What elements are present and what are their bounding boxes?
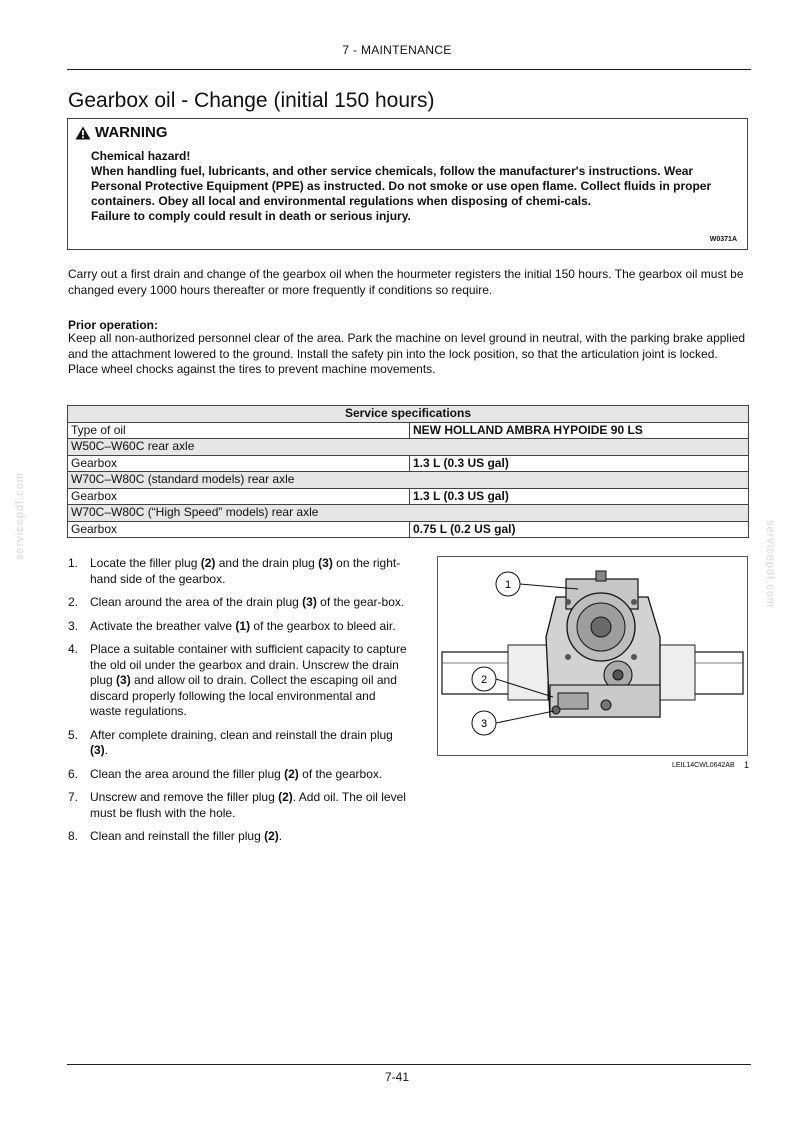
procedure-step — [68, 829, 410, 845]
spec-section-label: W50C–W60C rear axle — [68, 439, 749, 456]
step-number: 2. — [68, 595, 79, 609]
prior-operation-text — [68, 331, 750, 378]
service-spec-table — [67, 405, 749, 538]
warning-heading — [75, 124, 168, 141]
step-text: Place a suitable container with sufficient capacity to capture the old oil under the gearbox and drain. Unscrew the drain plug — [90, 642, 407, 687]
part-reference: (3) — [116, 673, 131, 687]
warning-heading-text: WARNING — [95, 124, 168, 141]
page-number: 7-41 — [384, 1070, 410, 1084]
spec-label: Type of oil — [68, 422, 410, 439]
spec-section-label: W70C–W80C (standard models) rear axle — [68, 472, 749, 489]
step-number: 1. — [68, 556, 79, 570]
part-reference: (1) — [235, 618, 251, 633]
step-text: Unscrew and remove the filler plug — [90, 790, 279, 804]
spec-label: Gearbox — [68, 488, 410, 505]
gearbox-figure — [437, 556, 748, 756]
figure-number: 1 — [744, 760, 750, 770]
step-number: 8. — [68, 829, 79, 843]
part-reference: (2) — [200, 556, 216, 570]
part-reference: (3) — [302, 595, 317, 609]
warning-body — [91, 149, 731, 224]
spec-table-heading: Service specifications — [68, 406, 749, 423]
page-title: Gearbox oil - Change (initial 150 hours) — [68, 89, 435, 112]
step-text: on the right-hand side of the gearbox. — [90, 556, 401, 586]
step-text: . — [278, 829, 283, 843]
step-text: and allow oil to drain. Collect the escaping oil and discard properly following the local environmental and waste regulations. — [90, 673, 397, 718]
prior-operation-text-2: Place wheel chocks against the tires to prevent machine movements. — [68, 362, 436, 376]
part-reference: (2) — [278, 790, 293, 804]
spec-section-row — [68, 505, 749, 522]
warning-line-instructions: When handling fuel, lubricants, and other service chemicals, follow the manufacturer's instructions. Wear Personal Protective Equipment (PPE) as instructed. Do not smoke or use open flame. Collect fluids in proper containers. Obey all local and environmental regulations when disposing of chemi-cals. — [91, 164, 712, 208]
callout-label-2: 2 — [480, 674, 488, 686]
step-text: of the gearbox to bleed air. — [250, 618, 396, 633]
gearbox-illustration — [438, 557, 747, 755]
step-text: of the gear-box. — [316, 595, 405, 609]
step-text: Activate the breather valve — [90, 618, 236, 633]
part-reference: (2) — [264, 829, 279, 843]
watermark-left: servicepdf.com — [14, 472, 26, 560]
spec-table-header-row — [68, 406, 749, 423]
step-text: and the drain plug — [215, 556, 319, 570]
procedure-step — [68, 595, 410, 611]
part-reference: (3) — [90, 743, 105, 757]
step-number: 7. — [68, 790, 79, 804]
step-text: Locate the filler plug — [90, 556, 201, 570]
step-text: . — [104, 743, 109, 757]
procedure-step — [68, 728, 410, 759]
warning-box — [67, 118, 748, 250]
procedure-step — [68, 619, 410, 635]
prior-operation-text-1: Keep all non-authorized personnel clear of the area. Park the machine on level ground in neutral, with the parking brake applied and the attachment lowered to the ground. Install the safety pin into the lock position, so that the articulation joint is locked. — [68, 331, 746, 361]
header-rule — [67, 69, 751, 70]
step-number: 4. — [68, 642, 79, 656]
footer-rule — [67, 1064, 751, 1065]
spec-row-gearbox — [68, 521, 749, 538]
watermark-right: servicepdf.com — [764, 520, 776, 608]
procedure-step — [68, 790, 410, 821]
warning-triangle-icon — [75, 126, 91, 140]
step-text: Clean and reinstall the filler plug — [90, 829, 265, 843]
warning-line-consequence: Failure to comply could result in death or serious injury. — [91, 209, 411, 223]
procedure-step — [68, 642, 410, 720]
spec-section-row — [68, 439, 749, 456]
step-text: of the gearbox. — [298, 766, 383, 781]
step-text: Clean the area around the filler plug — [90, 766, 285, 781]
step-text: After complete draining, clean and reinstall the drain plug — [90, 727, 393, 742]
spec-row-gearbox — [68, 488, 749, 505]
spec-section-label: W70C–W80C (“High Speed” models) rear axle — [68, 505, 749, 522]
callout-label-3: 3 — [480, 718, 488, 730]
spec-value: 1.3 L (0.3 US gal) — [410, 455, 749, 472]
spec-label: Gearbox — [68, 455, 410, 472]
spec-value: 0.75 L (0.2 US gal) — [410, 521, 749, 538]
callout-label-1: 1 — [504, 579, 512, 591]
figure-caption: LEIL14CWL0642AB — [672, 762, 735, 769]
spec-section-row — [68, 472, 749, 489]
part-reference: (2) — [284, 766, 299, 781]
prior-operation-title: Prior operation: — [68, 318, 159, 332]
page-header: 7 - MAINTENANCE — [342, 43, 452, 57]
spec-row-oil-type — [68, 422, 749, 439]
step-text: . Add oil. The oil level must be flush with the hole. — [90, 790, 406, 820]
procedure-steps — [68, 556, 410, 853]
part-reference: (3) — [318, 556, 333, 570]
procedure-step — [68, 556, 410, 587]
procedure-step — [68, 767, 410, 783]
spec-label: Gearbox — [68, 521, 410, 538]
spec-row-gearbox — [68, 455, 749, 472]
warning-code: W0371A — [709, 236, 737, 243]
spec-value: 1.3 L (0.3 US gal) — [410, 488, 749, 505]
step-text: Clean around the area of the drain plug — [90, 595, 303, 609]
spec-value: NEW HOLLAND AMBRA HYPOIDE 90 LS — [410, 422, 749, 439]
step-number: 6. — [68, 766, 79, 781]
step-number: 3. — [68, 618, 79, 633]
warning-line-hazard: Chemical hazard! — [91, 149, 191, 163]
intro-paragraph: Carry out a first drain and change of the gearbox oil when the hourmeter registers the initial 150 hours. The gearbox oil must be changed every 1000 hours thereafter or more frequently if conditions so require. — [68, 267, 744, 297]
step-number: 5. — [68, 727, 79, 742]
